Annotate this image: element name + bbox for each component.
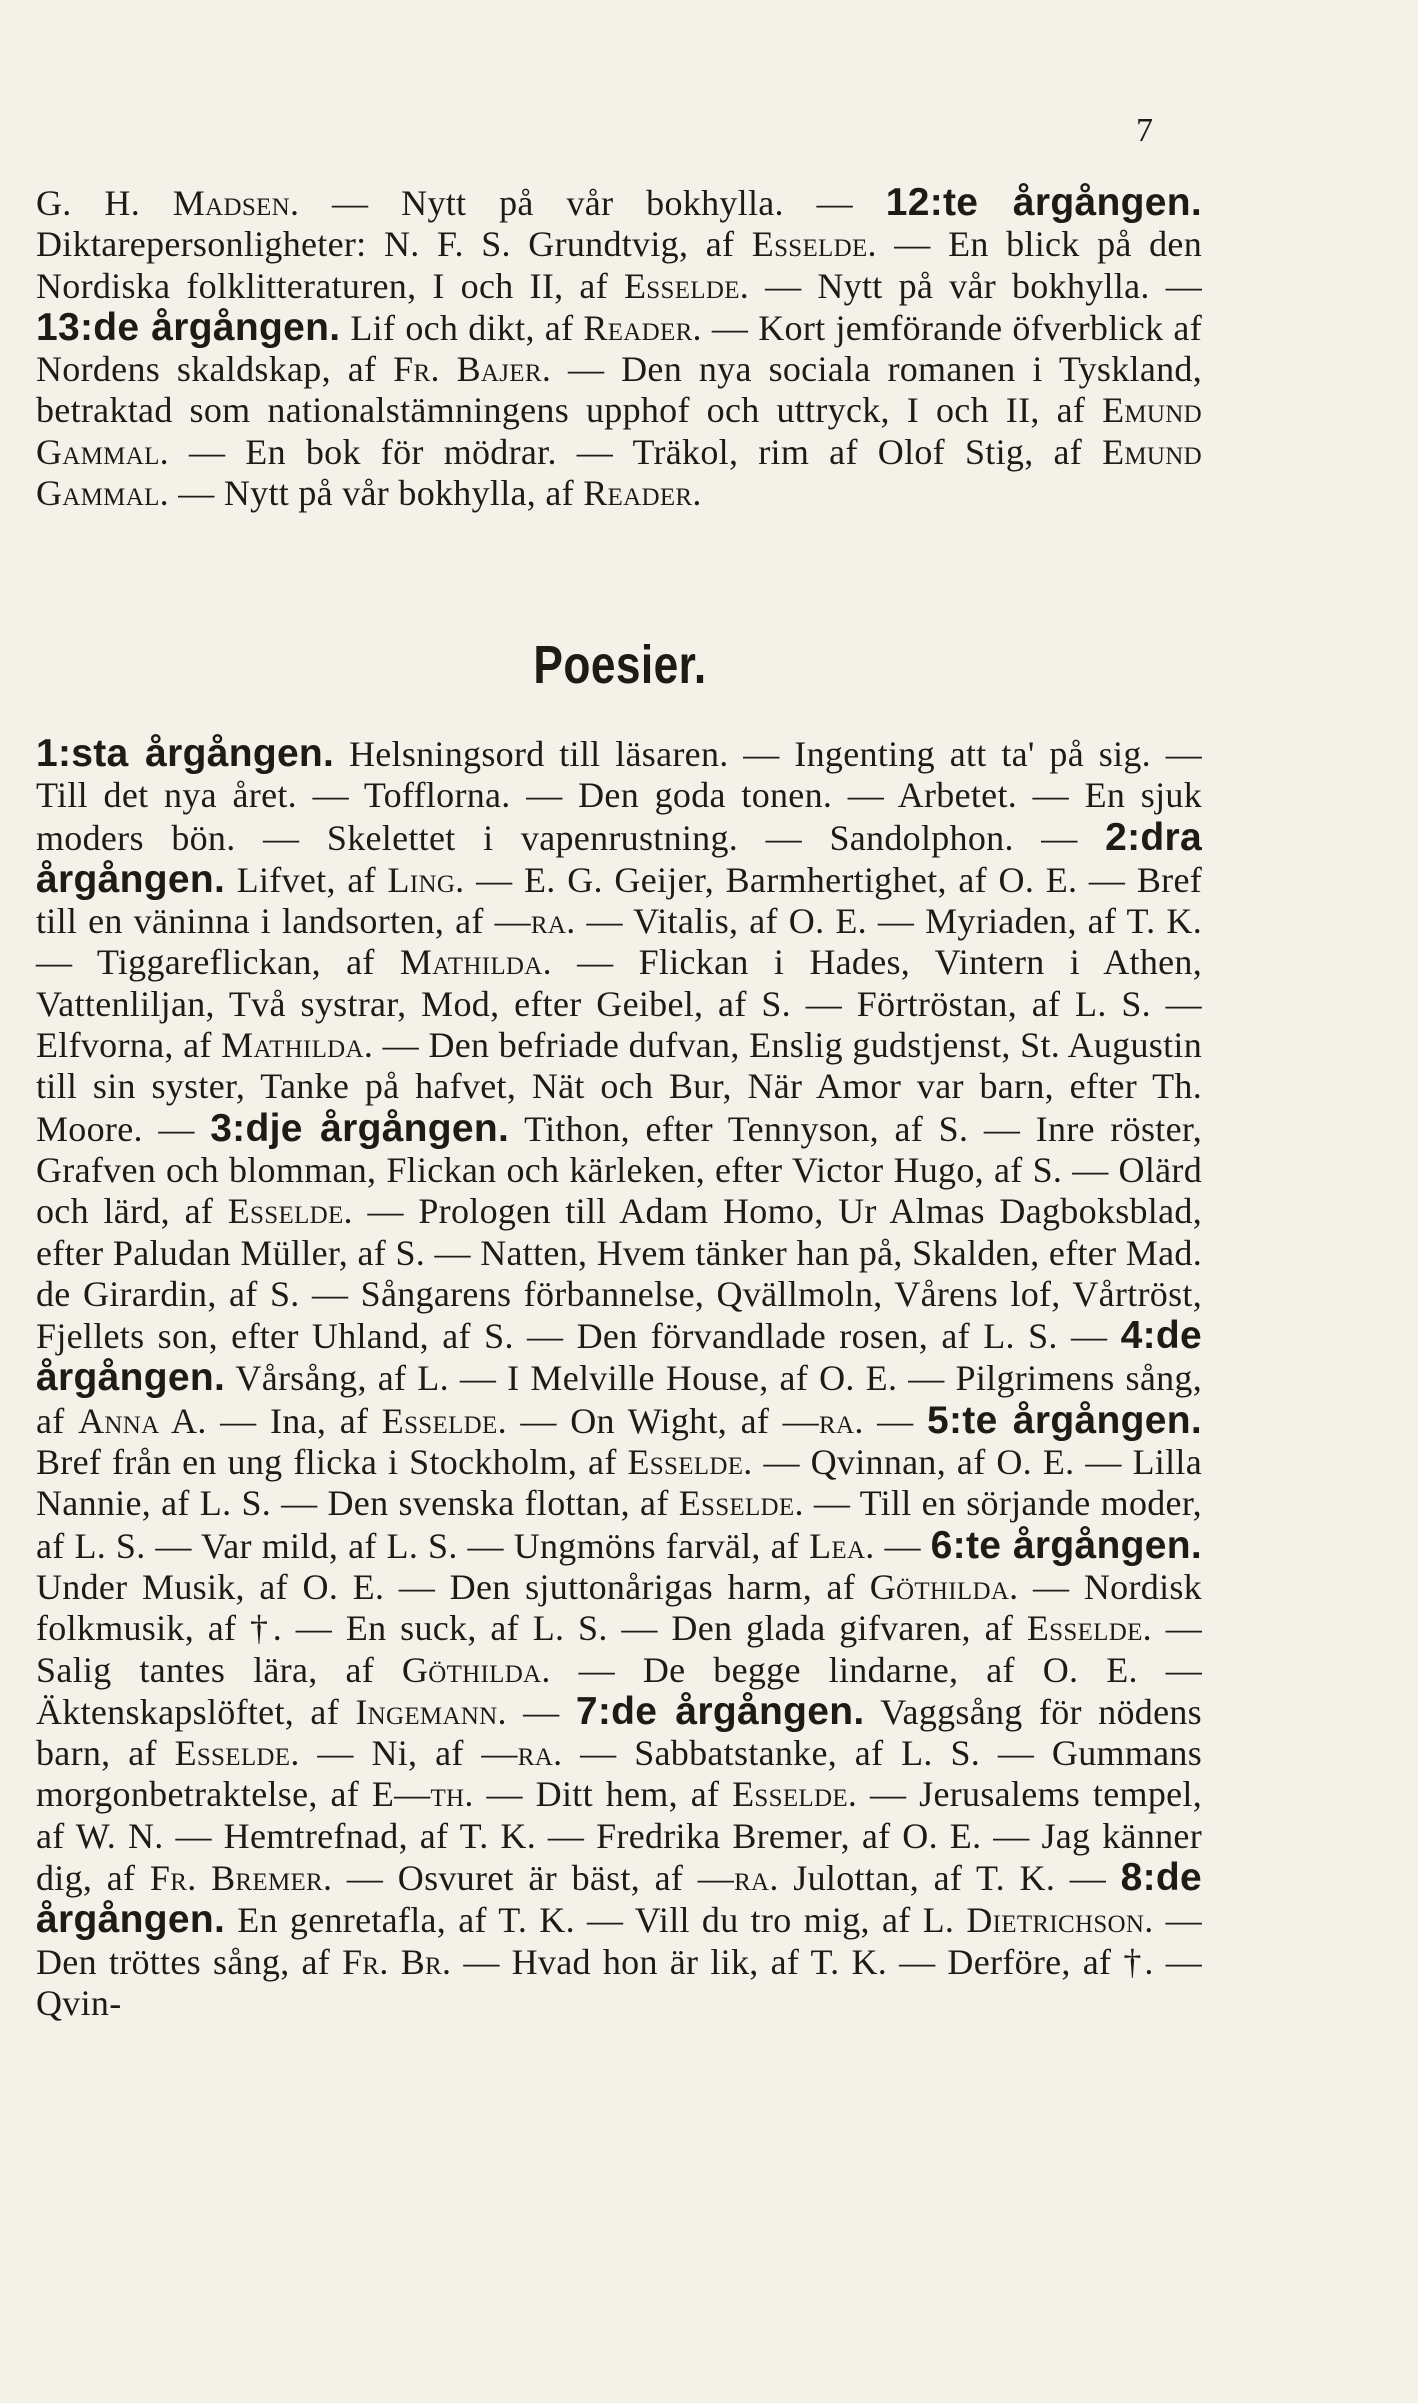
text-segment: . — Kort jemförande öfverblick af Nordens skaldskap, af: [36, 307, 1202, 390]
text-segment: En genretafla, af T. K. — Vill du tro mig, af L.: [225, 1900, 967, 1941]
volume-heading: 6:te årgången.: [930, 1523, 1203, 1567]
author-name: Esselde: [381, 1400, 498, 1441]
page-number: 7: [1136, 112, 1153, 149]
volume-heading: 5:te årgången.: [927, 1398, 1202, 1442]
author-name: Esselde: [751, 224, 868, 265]
author-name: Dietrichson: [966, 1900, 1145, 1941]
text-segment: . — En blick på den Nordiska folklitteraturen, I och II, af: [36, 224, 1202, 306]
text-segment: . — Flickan i Hades, Vintern i Athen, Vattenliljan, Två systrar, Mod, efter Geibel, af S. — Förtröstan, af L. S. — Elfvorna, af: [36, 942, 1202, 1066]
text-segment: . — On Wight, af —: [497, 1400, 819, 1441]
author-name: Esselde: [732, 1774, 848, 1815]
text-segment: Vaggsång för nödens barn, af: [36, 1691, 1202, 1774]
author-name: Esselde: [678, 1483, 795, 1524]
text-segment: Lifvet, af: [225, 859, 388, 900]
author-name: Göthilda: [401, 1649, 542, 1690]
author-name: Fr. Br: [342, 1941, 443, 1982]
author-name: Mathilda: [399, 942, 543, 983]
text-segment: Under Musik, af O. E. — Den sjuttonårigas harm, af: [36, 1566, 870, 1607]
text-segment: . — Den tröttes sång, af: [36, 1900, 1202, 1982]
text-segment: . — Den nya sociala romanen i Tyskland, betraktad som nationalstämningens upphof och uttryck, I och II, af: [36, 349, 1203, 431]
author-name: Esselde: [627, 1442, 744, 1483]
text-segment: . — Salig tantes lära, af: [36, 1608, 1202, 1690]
text-segment: . —: [865, 1525, 931, 1566]
author-name: Reader: [583, 307, 693, 348]
author-name: Ling: [387, 859, 456, 900]
text-segment: . — E. G. Geijer, Barmhertighet, af O. E. — Bref till en väninna i landsorten, af —: [36, 859, 1203, 942]
author-name: th: [430, 1774, 465, 1815]
text-segment: Bref från en ung flicka i Stockholm, af: [36, 1442, 628, 1483]
author-name: Mathilda: [221, 1025, 364, 1066]
text-segment: . — Nytt på vår bokhylla. —: [289, 183, 886, 223]
author-name: Madsen: [172, 183, 290, 223]
volume-heading: 12:te årgången.: [885, 181, 1202, 224]
volume-heading: 3:dje årgången.: [210, 1106, 510, 1150]
volume-heading: 8:de årgången.: [36, 1856, 1202, 1942]
volume-heading: 2:dra årgången.: [36, 815, 1202, 901]
volume-heading: 4:de årgången.: [36, 1314, 1202, 1400]
text-segment: Lif och dikt, af: [340, 307, 584, 348]
text-segment: . Julottan, af T. K. —: [769, 1858, 1121, 1899]
text-segment: . — Ni, af —: [290, 1733, 518, 1774]
author-name: Fr. Bremer: [149, 1858, 324, 1899]
author-name: ra: [517, 1733, 554, 1774]
text-segment: .: [692, 473, 702, 514]
text-segment: . — Ina, af: [197, 1400, 382, 1441]
text-segment: . — En bok för mödrar. — Träkol, rim af Olof Stig, af: [159, 431, 1103, 472]
text-segment: . —: [497, 1691, 576, 1732]
text-segment: . — Jerusalems tempel, af W. N. — Hemtrefnad, af T. K. — Fredrika Bremer, af O. E. — Jag känner dig, af: [36, 1774, 1202, 1899]
text-segment: . — De begge lindarne, af O. E. — Äktenskapslöftet, af: [36, 1649, 1202, 1732]
text-segment: . — Prologen till Adam Homo, Ur Almas Dagboksblad, efter Paludan Müller, af S. — Natten, Hvem tänker han på, Skalden, efter Mad. de Girardin, af S. — Sångarens förbannelse, Qvällmoln, Vårens lof, Vårtröst, Fjellets son, efter Uhland, af S. — Den förvandlade rosen, af L. S. —: [36, 1191, 1202, 1357]
text-segment: Diktarepersonligheter: N. F. S. Grundtvig, af: [36, 224, 752, 265]
text-segment: Helsningsord till läsaren. — Ingenting att ta' på sig. — Till det nya året. — Tofflorna. — Den goda tonen. — Arbetet. — En sjuk moders bön. — Skelettet i vapenrustning. — Sandolphon. —: [36, 734, 1202, 858]
text-segment: Tithon, efter Tennyson, af S. — Inre röster, Grafven och blomman, Flickan och kärleken, efter Victor Hugo, af S. — Olärd och lärd, af: [36, 1108, 1203, 1232]
author-name: Anna A: [78, 1400, 198, 1441]
author-name: Reader: [583, 473, 693, 514]
author-name: Emund Gammal: [36, 390, 1202, 472]
text-segment: G. H.: [36, 183, 173, 223]
author-name: Fr. Bajer: [393, 349, 542, 390]
author-name: Esselde: [624, 265, 740, 306]
text-segment: . — Ditt hem, af: [464, 1774, 733, 1815]
text-segment: Vårsång, af L. — I Melville House, af O. E. — Pilgrimens sång, af: [36, 1358, 1202, 1441]
author-name: Lea: [809, 1525, 866, 1566]
text-segment: . — Den befriade dufvan, Enslig gudstjenst, St. Augustin till sin syster, Tanke på hafvet, Nät och Bur, När Amor var barn, efter Th. Moore. —: [36, 1025, 1202, 1149]
author-name: Emund Gammal: [36, 431, 1202, 514]
volume-heading: 7:de årgången.: [575, 1689, 865, 1733]
text-segment: . — Nytt på vår bokhylla, af: [159, 473, 584, 514]
author-name: Esselde: [174, 1733, 291, 1774]
text-segment: . — Qvinnan, af O. E. — Lilla Nannie, af L. S. — Den svenska flottan, af: [36, 1442, 1202, 1524]
author-name: Ingemann: [355, 1691, 498, 1732]
poesier-list-paragraph: [36, 733, 1202, 2024]
volume-heading: 1:sta årgången.: [36, 732, 335, 775]
text-segment: . — Nytt på vår bokhylla. —: [739, 265, 1202, 306]
section-heading: Poesier.: [533, 635, 707, 695]
author-name: ra: [734, 1858, 770, 1899]
text-segment: . — Sabbatstanke, af L. S. — Gummans morgonbetraktelse, af E—: [36, 1733, 1203, 1815]
article-list-paragraph: [36, 182, 1202, 514]
text-segment: . — Hvad hon är lik, af T. K. — Derföre, af †. — Qvin-: [36, 1941, 1202, 2023]
text-segment: . —: [854, 1400, 927, 1441]
author-name: Esselde: [1026, 1608, 1143, 1649]
author-name: ra: [530, 901, 567, 942]
author-name: ra: [818, 1400, 855, 1441]
author-name: Göthilda: [869, 1566, 1010, 1607]
text-segment: . — Nordisk folkmusik, af †. — En suck, af L. S. — Den glada gifvaren, af: [36, 1566, 1202, 1649]
text-segment: . — Osvuret är bäst, af —: [323, 1858, 735, 1899]
text-segment: . — Vitalis, af O. E. — Myriaden, af T. K. — Tiggareflickan, af: [36, 901, 1202, 983]
text-segment: . — Till en sörjande moder, af L. S. — Var mild, af L. S. — Ungmöns farväl, af: [36, 1483, 1202, 1566]
volume-heading: 13:de årgången.: [36, 305, 341, 349]
author-name: Esselde: [227, 1191, 344, 1232]
